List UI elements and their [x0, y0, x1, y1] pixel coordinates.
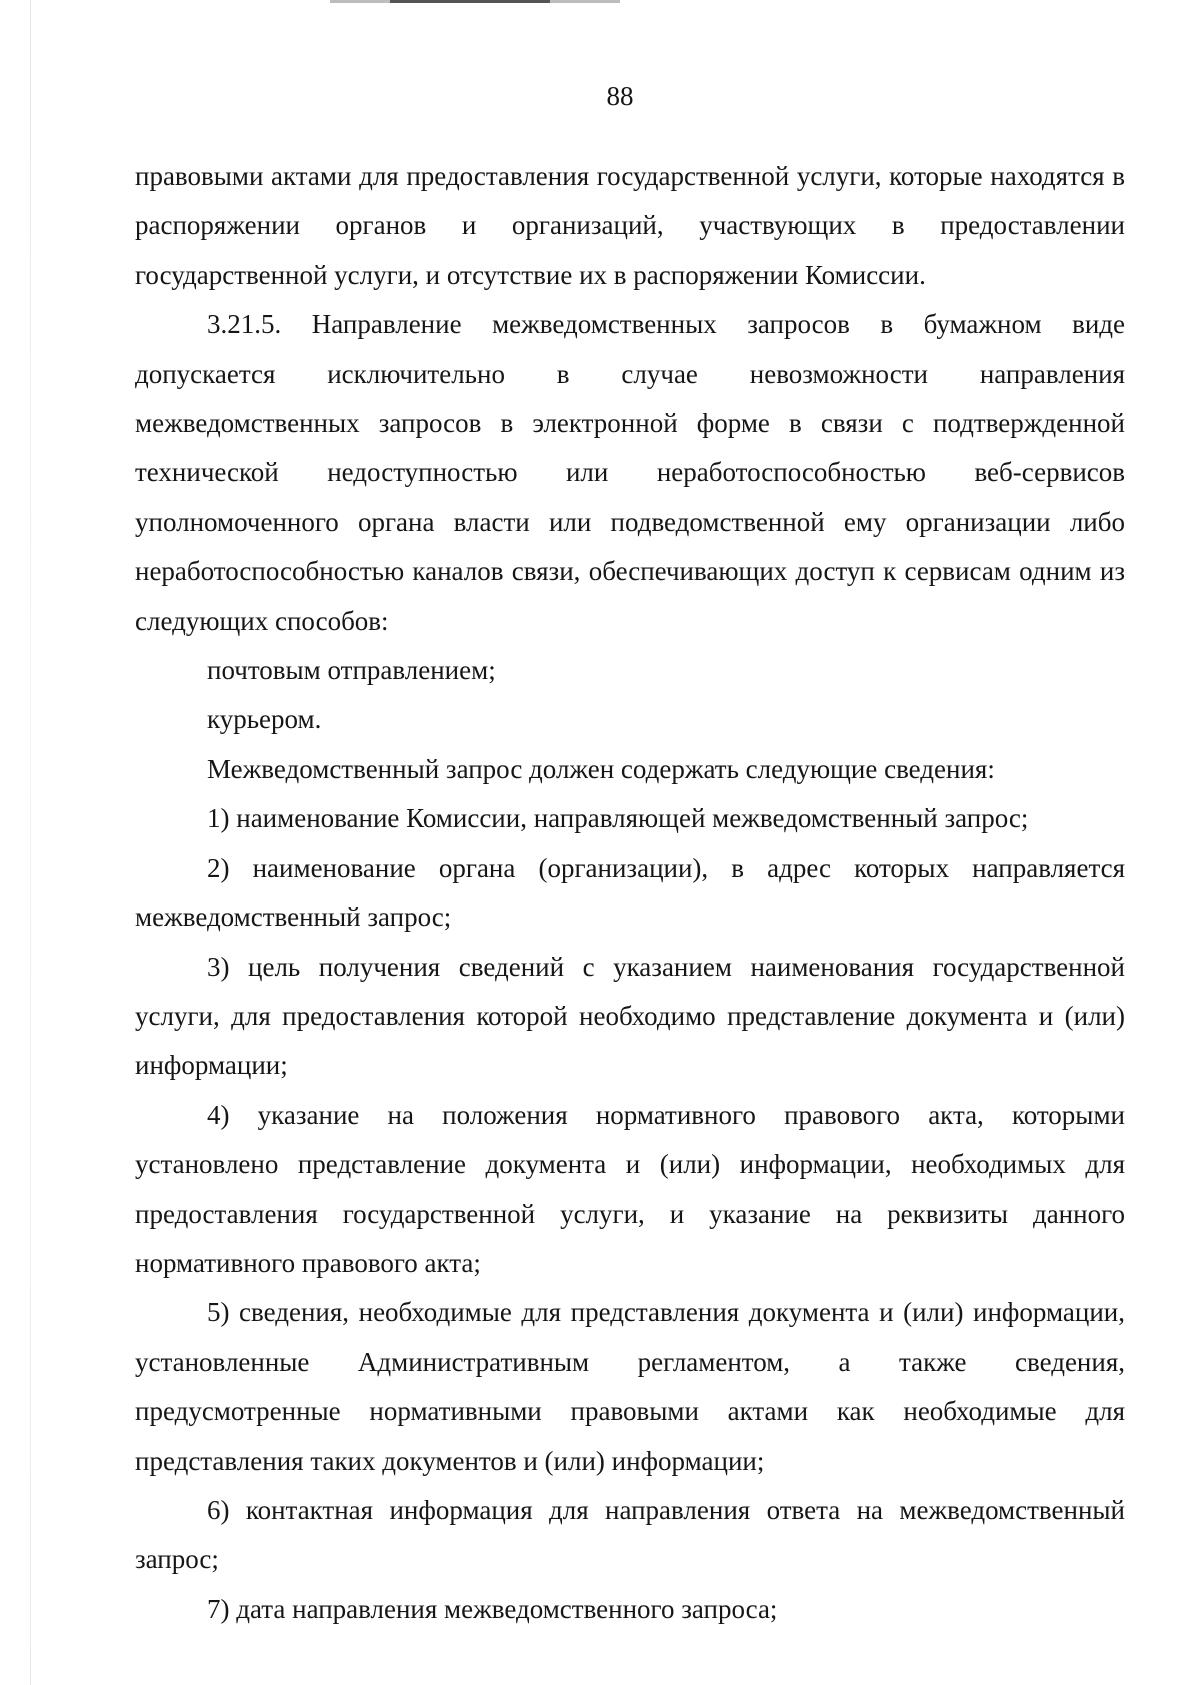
scan-left-edge: [30, 0, 31, 1685]
paragraph-continuation: правовыми актами для предоставления государственной услуги, которые находятся в распоряжении органов и организаций, участвующих в предоставлении государственной услуги, и отсутствие их в распоряжении Комиссии.: [135, 161, 1125, 290]
request-items-list: [135, 794, 1125, 1634]
request-intro: Межведомственный запрос должен содержать следующие сведения:: [207, 753, 995, 784]
method-courier: курьером.: [207, 704, 322, 735]
page-number: 88: [606, 81, 634, 111]
request-item-1: 1) наименование Комиссии, направляющей межведомственный запрос;: [207, 803, 1029, 834]
document-body: [135, 152, 1125, 1634]
request-item-6: 6) контактная информация для направления ответа на межведомственный запрос;: [135, 1494, 1125, 1575]
paragraph-section-3-21-5: 3.21.5. Направление межведомственных запросов в бумажном виде допускается исключительно в случае невозможности направления межведомственных запросов в электронной форме в связи с подтвержденной технической недоступностью или неработоспособностью веб-сервисов уполномоченного органа власти или подведомственной ему организации либо неработоспособностью каналов связи, обеспечивающих доступ к сервисам одним из следующих способов:: [135, 309, 1125, 636]
request-item-3: 3) цель получения сведений с указанием наименования государственной услуги, для предоставления которой необходимо представление документа и (или) информации;: [135, 951, 1125, 1081]
request-item-2: 2) наименование органа (организации), в адрес которых направляется межведомственный запрос;: [135, 852, 1125, 933]
request-item-5: 5) сведения, необходимые для представления документа и (или) информации, установленные Административным регламентом, а также сведения, предусмотренные нормативными правовыми актами как необходимые для представления таких документов и (или) информации;: [135, 1297, 1125, 1476]
request-item-4: 4) указание на положения нормативного правового акта, которыми установлено представление документа и (или) информации, необходимых для предоставления государственной услуги, и указание на реквизиты данного нормативного правового акта;: [135, 1099, 1125, 1278]
method-mail: почтовым отправлением;: [207, 655, 496, 686]
scan-top-mark: [330, 0, 620, 3]
request-item-7: 7) дата направления межведомственного запроса;: [207, 1593, 778, 1624]
